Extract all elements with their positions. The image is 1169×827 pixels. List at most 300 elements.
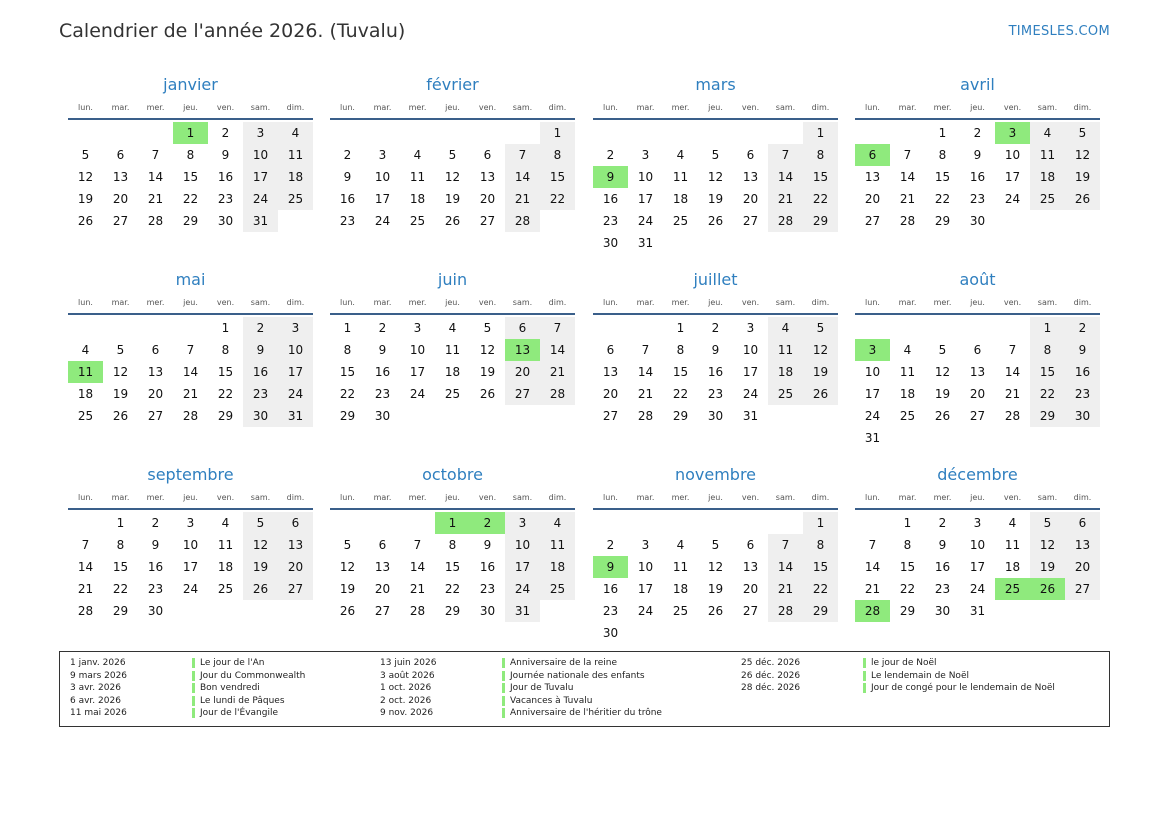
month-2: [593, 72, 838, 254]
legend-item: [70, 682, 305, 695]
legend-name: Jour de Tuvalu: [510, 683, 574, 693]
day-cell: 1: [116, 516, 125, 530]
day-cell: 6: [606, 343, 615, 357]
day-cell: 5: [711, 148, 720, 162]
day-cell: 26: [934, 409, 951, 423]
month-7: [855, 267, 1100, 449]
day-cell: 31: [864, 431, 881, 445]
day-cell: 29: [217, 409, 234, 423]
legend-item: [380, 707, 662, 720]
day-cell: 28: [77, 604, 94, 618]
empty-cell: [593, 317, 628, 339]
day-cell: 14: [77, 560, 94, 574]
day-cell: 4: [413, 148, 422, 162]
day-cell: 25: [1030, 188, 1065, 210]
day-cell: 11: [409, 170, 426, 184]
day-cell: 9: [221, 148, 230, 162]
day-cell: 22: [803, 578, 838, 600]
legend-date: 25 déc. 2026: [741, 658, 801, 668]
empty-cell: [103, 122, 138, 144]
day-cell: 20: [479, 192, 496, 206]
day-cell: 22: [182, 192, 199, 206]
weekday-label: ven.: [216, 103, 235, 112]
day-cell: 12: [444, 170, 461, 184]
legend-name: Journée nationale des enfants: [510, 670, 645, 681]
legend-item: [741, 682, 1055, 695]
day-cell: 5: [243, 512, 278, 534]
day-cell: 2: [151, 516, 160, 530]
day-cell: 4: [903, 343, 912, 357]
day-cell: 29: [899, 604, 916, 618]
legend-item: [380, 657, 662, 670]
day-cell: 9: [378, 343, 387, 357]
day-cell: 3: [186, 516, 195, 530]
day-cell: 20: [742, 192, 759, 206]
weekday-label: dim.: [548, 493, 567, 502]
day-cell: 7: [186, 343, 195, 357]
day-cell: 3: [505, 512, 540, 534]
weekday-label: sam.: [250, 493, 271, 502]
legend-name: Anniversaire de la reine: [510, 658, 618, 668]
day-cell: 13: [147, 365, 164, 379]
day-cell: 10: [1004, 148, 1021, 162]
weekday-label: mer.: [933, 298, 952, 307]
day-cell: 28: [182, 409, 199, 423]
day-cell: 24: [182, 582, 199, 596]
legend-name: Bon vendredi: [200, 683, 260, 693]
day-cell: 2: [378, 321, 387, 335]
day-cell: 24: [969, 582, 986, 596]
day-cell: 30: [147, 604, 164, 618]
legend-item: [380, 682, 662, 695]
day-cell: 25: [768, 383, 803, 405]
day-cell: 23: [339, 214, 356, 228]
day-cell: 17: [864, 387, 881, 401]
day-cell: 30: [934, 604, 951, 618]
day-cell: 18: [409, 192, 426, 206]
legend-item: [70, 707, 305, 720]
legend-marker: [192, 696, 195, 706]
day-cell: 18: [1030, 166, 1065, 188]
day-cell: 7: [768, 534, 803, 556]
day-cell: 30: [243, 405, 278, 427]
day-cell: 27: [505, 383, 540, 405]
empty-cell: [733, 232, 768, 254]
day-cell: 22: [1030, 383, 1065, 405]
day-cell: 13: [374, 560, 391, 574]
weekday-label: jeu.: [970, 493, 985, 502]
day-grid: [68, 510, 313, 622]
weekday-label: mar.: [636, 103, 655, 112]
weekday-label: mer.: [408, 103, 427, 112]
empty-cell: [1065, 210, 1100, 232]
day-cell: 2: [606, 538, 615, 552]
day-cell: 19: [1030, 556, 1065, 578]
day-cell: 19: [934, 387, 951, 401]
day-cell: 10: [374, 170, 391, 184]
day-grid: [855, 315, 1100, 449]
empty-cell: [768, 622, 803, 644]
empty-cell: [663, 622, 698, 644]
weekday-label: jeu.: [183, 103, 198, 112]
day-cell: 26: [339, 604, 356, 618]
day-cell: 28: [1004, 409, 1021, 423]
day-cell: 21: [1004, 387, 1021, 401]
empty-cell: [925, 317, 960, 339]
day-cell: 6: [483, 148, 492, 162]
site-link[interactable]: TIMESLES.COM: [1008, 24, 1110, 39]
legend-marker: [502, 658, 505, 668]
day-cell: 30: [707, 409, 724, 423]
legend-name: Le jour de l'An: [200, 658, 265, 668]
day-cell: 9: [343, 170, 352, 184]
day-cell: 25: [995, 578, 1030, 600]
day-cell: 23: [707, 387, 724, 401]
month-3: [855, 72, 1100, 232]
day-cell: 7: [413, 538, 422, 552]
day-cell: 15: [899, 560, 916, 574]
day-cell: 9: [711, 343, 720, 357]
day-cell: 19: [1065, 166, 1100, 188]
day-cell: 1: [343, 321, 352, 335]
day-cell: 25: [899, 409, 916, 423]
day-cell: 28: [505, 210, 540, 232]
day-cell: 25: [77, 409, 94, 423]
day-cell: 8: [448, 538, 457, 552]
day-cell: 31: [637, 236, 654, 250]
day-cell: 5: [483, 321, 492, 335]
day-cell: 11: [768, 339, 803, 361]
weekday-header: [330, 98, 575, 120]
day-cell: 13: [864, 170, 881, 184]
day-cell: 25: [217, 582, 234, 596]
day-cell: 12: [1030, 534, 1065, 556]
weekday-label: mar.: [373, 103, 392, 112]
weekday-label: jeu.: [445, 103, 460, 112]
legend-date: 3 avr. 2026: [70, 683, 121, 693]
day-cell: 9: [973, 148, 982, 162]
day-cell: 11: [540, 534, 575, 556]
empty-cell: [540, 210, 575, 232]
month-0: [68, 72, 313, 232]
empty-cell: [960, 317, 995, 339]
day-cell: 8: [221, 343, 230, 357]
day-cell: 27: [602, 409, 619, 423]
empty-cell: [698, 622, 733, 644]
weekday-header: [68, 488, 313, 510]
day-cell: 17: [374, 192, 391, 206]
day-cell: 11: [217, 538, 234, 552]
weekday-label: jeu.: [183, 493, 198, 502]
weekday-header: [855, 488, 1100, 510]
day-cell: 2: [243, 317, 278, 339]
weekday-label: dim.: [548, 103, 567, 112]
empty-cell: [593, 512, 628, 534]
day-cell: 12: [803, 339, 838, 361]
empty-cell: [505, 405, 540, 427]
empty-cell: [68, 317, 103, 339]
day-grid: [593, 120, 838, 254]
day-cell: 5: [1030, 512, 1065, 534]
day-cell: 17: [409, 365, 426, 379]
legend-date: 9 nov. 2026: [380, 708, 434, 718]
day-cell: 16: [934, 560, 951, 574]
day-cell: 5: [81, 148, 90, 162]
month-name: mars: [695, 75, 736, 94]
day-cell: 25: [444, 387, 461, 401]
day-cell: 30: [479, 604, 496, 618]
empty-cell: [593, 122, 628, 144]
month-8: [68, 462, 313, 622]
day-cell: 5: [1065, 122, 1100, 144]
day-cell: 17: [243, 166, 278, 188]
day-cell: 26: [77, 214, 94, 228]
weekday-label: mer.: [933, 103, 952, 112]
day-cell: 23: [374, 387, 391, 401]
day-cell: 21: [864, 582, 881, 596]
weekday-label: mar.: [373, 298, 392, 307]
empty-cell: [435, 405, 470, 427]
day-cell: 6: [855, 144, 890, 166]
weekday-label: lun.: [603, 103, 618, 112]
day-cell: 18: [444, 365, 461, 379]
day-cell: 4: [676, 538, 685, 552]
day-cell: 21: [899, 192, 916, 206]
day-cell: 8: [903, 538, 912, 552]
legend-item: [741, 657, 1055, 670]
day-cell: 27: [742, 604, 759, 618]
day-cell: 30: [217, 214, 234, 228]
day-cell: 21: [409, 582, 426, 596]
day-cell: 22: [540, 188, 575, 210]
weekday-label: mar.: [898, 493, 917, 502]
day-grid: [68, 120, 313, 232]
weekday-header: [330, 293, 575, 315]
day-cell: 10: [182, 538, 199, 552]
legend-item: [380, 670, 662, 683]
day-cell: 10: [278, 339, 313, 361]
day-cell: 4: [676, 148, 685, 162]
legend-marker: [502, 708, 505, 718]
day-cell: 22: [339, 387, 356, 401]
day-cell: 23: [969, 192, 986, 206]
empty-cell: [365, 122, 400, 144]
day-cell: 21: [768, 188, 803, 210]
day-cell: 31: [505, 600, 540, 622]
empty-cell: [1030, 427, 1065, 449]
weekday-label: jeu.: [970, 103, 985, 112]
weekday-label: dim.: [286, 298, 305, 307]
day-cell: 2: [343, 148, 352, 162]
day-cell: 3: [973, 516, 982, 530]
day-cell: 30: [602, 236, 619, 250]
day-cell: 27: [864, 214, 881, 228]
day-cell: 21: [182, 387, 199, 401]
day-cell: 31: [969, 604, 986, 618]
weekday-label: mar.: [111, 298, 130, 307]
day-cell: 18: [672, 582, 689, 596]
day-cell: 29: [339, 409, 356, 423]
month-name: janvier: [163, 75, 218, 94]
day-cell: 1: [221, 321, 230, 335]
month-name: février: [426, 75, 479, 94]
empty-cell: [733, 622, 768, 644]
day-cell: 26: [803, 383, 838, 405]
weekday-label: mar.: [373, 493, 392, 502]
day-cell: 18: [1004, 560, 1021, 574]
weekday-label: ven.: [1003, 493, 1022, 502]
day-cell: 18: [672, 192, 689, 206]
day-cell: 11: [1004, 538, 1021, 552]
legend-item: [70, 670, 305, 683]
legend-date: 6 avr. 2026: [70, 695, 121, 706]
day-cell: 11: [278, 144, 313, 166]
day-cell: 13: [1065, 534, 1100, 556]
holiday-legend: [59, 651, 1110, 727]
day-cell: 23: [1065, 383, 1100, 405]
legend-marker: [863, 658, 866, 668]
day-cell: 31: [742, 409, 759, 423]
day-cell: 30: [602, 626, 619, 640]
day-cell: 24: [742, 387, 759, 401]
day-cell: 3: [855, 339, 890, 361]
weekday-label: mar.: [898, 298, 917, 307]
day-cell: 19: [112, 387, 129, 401]
day-cell: 13: [969, 365, 986, 379]
weekday-header: [330, 488, 575, 510]
legend-marker: [192, 671, 195, 681]
weekday-label: sam.: [250, 103, 271, 112]
day-cell: 13: [479, 170, 496, 184]
day-cell: 11: [672, 560, 689, 574]
day-cell: 1: [803, 122, 838, 144]
legend-date: 13 juin 2026: [380, 658, 437, 668]
day-cell: 3: [641, 148, 650, 162]
weekday-label: ven.: [478, 298, 497, 307]
day-grid: [593, 510, 838, 644]
day-cell: 17: [742, 365, 759, 379]
day-cell: 11: [899, 365, 916, 379]
day-cell: 20: [374, 582, 391, 596]
day-cell: 12: [1065, 144, 1100, 166]
day-cell: 29: [934, 214, 951, 228]
empty-cell: [925, 427, 960, 449]
day-cell: 23: [602, 604, 619, 618]
day-cell: 14: [1004, 365, 1021, 379]
weekday-label: ven.: [741, 298, 760, 307]
day-cell: 7: [540, 317, 575, 339]
empty-cell: [138, 317, 173, 339]
day-cell: 14: [182, 365, 199, 379]
day-cell: 17: [505, 556, 540, 578]
day-cell: 8: [186, 148, 195, 162]
day-cell: 14: [409, 560, 426, 574]
day-cell: 12: [339, 560, 356, 574]
day-cell: 19: [339, 582, 356, 596]
day-cell: 1: [540, 122, 575, 144]
day-cell: 16: [217, 170, 234, 184]
day-grid: [330, 315, 575, 427]
day-cell: 23: [217, 192, 234, 206]
day-cell: 18: [278, 166, 313, 188]
day-grid: [593, 315, 838, 427]
day-cell: 27: [1065, 578, 1100, 600]
legend-marker: [192, 683, 195, 693]
day-cell: 7: [151, 148, 160, 162]
day-cell: 14: [899, 170, 916, 184]
day-cell: 10: [409, 343, 426, 357]
day-cell: 4: [81, 343, 90, 357]
day-cell: 1: [938, 126, 947, 140]
day-cell: 24: [1004, 192, 1021, 206]
day-cell: 27: [112, 214, 129, 228]
weekday-label: ven.: [478, 493, 497, 502]
empty-cell: [855, 512, 890, 534]
empty-cell: [855, 122, 890, 144]
weekday-header: [855, 293, 1100, 315]
weekday-label: dim.: [286, 493, 305, 502]
weekday-label: lun.: [78, 493, 93, 502]
weekday-label: ven.: [1003, 298, 1022, 307]
empty-cell: [803, 405, 838, 427]
legend-name: Jour du Commonwealth: [200, 670, 306, 681]
day-cell: 4: [540, 512, 575, 534]
day-cell: 14: [505, 166, 540, 188]
day-cell: 18: [540, 556, 575, 578]
day-cell: 4: [768, 317, 803, 339]
day-cell: 8: [1030, 339, 1065, 361]
day-cell: 8: [803, 534, 838, 556]
day-cell: 24: [243, 188, 278, 210]
day-cell: 13: [112, 170, 129, 184]
empty-cell: [68, 122, 103, 144]
legend-item: [380, 695, 662, 708]
weekday-label: lun.: [78, 298, 93, 307]
day-cell: 16: [707, 365, 724, 379]
weekday-label: sam.: [1037, 493, 1058, 502]
day-cell: 27: [374, 604, 391, 618]
weekday-label: mer.: [146, 298, 165, 307]
legend-marker: [192, 658, 195, 668]
day-cell: 26: [112, 409, 129, 423]
day-cell: 17: [278, 361, 313, 383]
day-grid: [68, 315, 313, 427]
empty-cell: [995, 210, 1030, 232]
day-cell: 28: [855, 600, 890, 622]
empty-cell: [68, 512, 103, 534]
day-cell: 1: [676, 321, 685, 335]
empty-cell: [698, 232, 733, 254]
weekday-label: mar.: [636, 298, 655, 307]
day-cell: 26: [444, 214, 461, 228]
day-cell: 4: [278, 122, 313, 144]
day-cell: 25: [672, 604, 689, 618]
legend-date: 1 oct. 2026: [380, 683, 432, 693]
day-cell: 20: [969, 387, 986, 401]
day-cell: 21: [768, 578, 803, 600]
day-cell: 7: [641, 343, 650, 357]
day-cell: 19: [707, 192, 724, 206]
day-cell: 10: [243, 144, 278, 166]
weekday-label: sam.: [512, 493, 533, 502]
day-cell: 26: [1065, 188, 1100, 210]
weekday-label: sam.: [775, 103, 796, 112]
day-cell: 12: [77, 170, 94, 184]
weekday-header: [855, 98, 1100, 120]
day-cell: 24: [409, 387, 426, 401]
weekday-label: sam.: [1037, 298, 1058, 307]
day-cell: 2: [606, 148, 615, 162]
